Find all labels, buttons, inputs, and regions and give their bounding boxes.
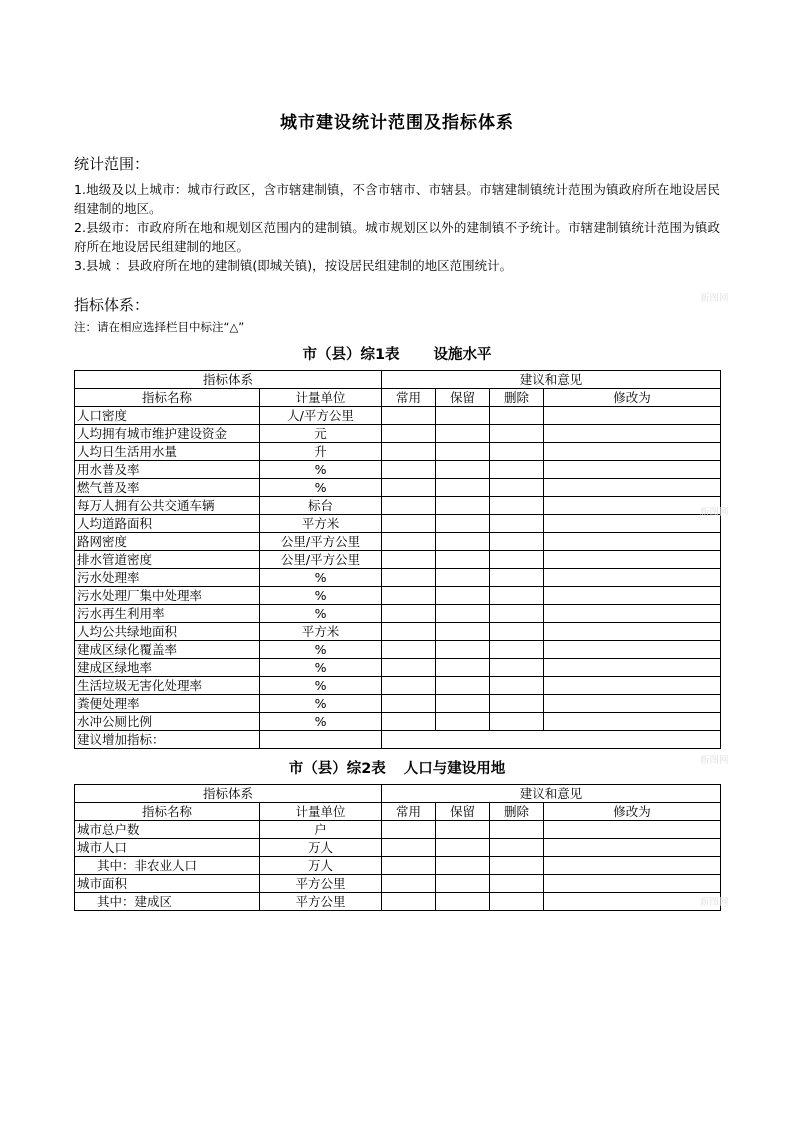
mark-modify-to[interactable] (544, 425, 721, 443)
mark-delete[interactable] (490, 677, 544, 695)
indicator-name: 生活垃圾无害化处理率 (75, 677, 260, 695)
mark-common[interactable] (382, 425, 436, 443)
table-1-col-keep: 保留 (436, 389, 490, 407)
table-row (75, 641, 721, 659)
table-2-header-main-row (75, 785, 721, 803)
scope-paragraph-1: 1.地级及以上城市：城市行政区，含市辖建制镇，不含市辖市、市辖县。市辖建制镇统计范围为镇政府所在地设居民组建制的地区。 (74, 182, 720, 216)
table-1-title-left: 市（县）综1表 (302, 347, 400, 363)
table-row (75, 461, 721, 479)
mark-modify-to[interactable] (544, 659, 721, 677)
mark-keep[interactable] (436, 587, 490, 605)
mark-common[interactable] (382, 713, 436, 731)
mark-common[interactable] (382, 695, 436, 713)
table-2-col-keep: 保留 (436, 803, 490, 821)
mark-common[interactable] (382, 893, 436, 911)
mark-keep[interactable] (436, 659, 490, 677)
indicator-unit: 万人 (260, 857, 382, 875)
indicator-name: 水冲公厕比例 (75, 713, 260, 731)
mark-modify-to[interactable] (544, 713, 721, 731)
table-1-title (74, 345, 720, 365)
mark-delete[interactable] (490, 497, 544, 515)
indicator-unit: % (260, 713, 382, 731)
table-row (75, 659, 721, 677)
indicator-unit: % (260, 659, 382, 677)
mark-delete[interactable] (490, 713, 544, 731)
indicator-name: 粪便处理率 (75, 695, 260, 713)
table-2-header-indicator-system: 指标体系 (75, 785, 382, 803)
table-1-col-modify-to: 修改为 (544, 389, 721, 407)
mark-keep[interactable] (436, 875, 490, 893)
watermark: 新图网 (700, 293, 729, 304)
table-1-col-delete: 删除 (490, 389, 544, 407)
table-row (75, 569, 721, 587)
mark-modify-to[interactable] (544, 587, 721, 605)
mark-common[interactable] (382, 605, 436, 623)
indicator-name: 污水处理厂集中处理率 (75, 587, 260, 605)
mark-delete[interactable] (490, 533, 544, 551)
mark-keep[interactable] (436, 533, 490, 551)
table-row (75, 893, 721, 911)
table-2-col-unit: 计量单位 (260, 803, 382, 821)
mark-keep[interactable] (436, 515, 490, 533)
table-row (75, 605, 721, 623)
indicator-name: 城市总户数 (75, 821, 260, 839)
index-heading: 指标体系： (74, 296, 150, 314)
mark-common[interactable] (382, 623, 436, 641)
mark-delete[interactable] (490, 839, 544, 857)
mark-common[interactable] (382, 569, 436, 587)
mark-delete[interactable] (490, 857, 544, 875)
mark-delete[interactable] (490, 605, 544, 623)
table-row (75, 857, 721, 875)
table-row (75, 821, 721, 839)
table-1-header-sub-row (75, 389, 721, 407)
mark-modify-to[interactable] (544, 569, 721, 587)
scope-paragraph-3: 3.县城 ：县政府所在地的建制镇(即城关镇)，按设居民组建制的地区范围统计。 (74, 258, 513, 273)
indicator-name: 城市面积 (75, 875, 260, 893)
mark-keep[interactable] (436, 893, 490, 911)
table-row (75, 443, 721, 461)
suggest-add-indicator-label: 建议增加指标： (75, 731, 260, 749)
indicator-name: 人均道路面积 (75, 515, 260, 533)
mark-delete[interactable] (490, 893, 544, 911)
mark-delete[interactable] (490, 587, 544, 605)
mark-delete[interactable] (490, 461, 544, 479)
indicator-unit: % (260, 461, 382, 479)
mark-keep[interactable] (436, 641, 490, 659)
table-2-col-delete: 删除 (490, 803, 544, 821)
indicator-unit: % (260, 641, 382, 659)
mark-delete[interactable] (490, 425, 544, 443)
watermark: 新图网 (700, 897, 729, 908)
table-2-col-common: 常用 (382, 803, 436, 821)
table-row (75, 497, 721, 515)
table-row (75, 479, 721, 497)
mark-modify-to[interactable] (544, 605, 721, 623)
mark-keep[interactable] (436, 569, 490, 587)
indicator-unit: 平方公里 (260, 875, 382, 893)
table-1-col-unit: 计量单位 (260, 389, 382, 407)
mark-modify-to[interactable] (544, 677, 721, 695)
indicator-name: 污水处理率 (75, 569, 260, 587)
mark-common[interactable] (382, 677, 436, 695)
page-title: 城市建设统计范围及指标体系 (280, 113, 514, 133)
mark-keep[interactable] (436, 407, 490, 425)
indicator-name: 人均日生活用水量 (75, 443, 260, 461)
mark-modify-to[interactable] (544, 623, 721, 641)
mark-modify-to[interactable] (544, 443, 721, 461)
mark-common[interactable] (382, 461, 436, 479)
mark-common[interactable] (382, 407, 436, 425)
mark-modify-to[interactable] (544, 893, 721, 911)
suggest-add-indicator-unit[interactable] (260, 731, 382, 749)
mark-common[interactable] (382, 533, 436, 551)
mark-keep[interactable] (436, 623, 490, 641)
indicator-unit: 元 (260, 425, 382, 443)
indicator-name: 城市人口 (75, 839, 260, 857)
table-2-header-sub-row (75, 803, 721, 821)
mark-keep[interactable] (436, 695, 490, 713)
table-row (75, 515, 721, 533)
mark-delete[interactable] (490, 641, 544, 659)
table-row (75, 407, 721, 425)
mark-delete[interactable] (490, 407, 544, 425)
mark-delete[interactable] (490, 569, 544, 587)
mark-common[interactable] (382, 515, 436, 533)
indicator-unit: 平方米 (260, 623, 382, 641)
indicator-unit: 平方公里 (260, 893, 382, 911)
mark-modify-to[interactable] (544, 461, 721, 479)
table-2-col-modify-to: 修改为 (544, 803, 721, 821)
indicator-name: 每万人拥有公共交通车辆 (75, 497, 260, 515)
mark-common[interactable] (382, 875, 436, 893)
table-2-header-suggestions: 建议和意见 (382, 785, 721, 803)
table-1-col-indicator-name: 指标名称 (75, 389, 260, 407)
indicator-unit: 户 (260, 821, 382, 839)
table-1-header-main-row (75, 371, 721, 389)
mark-keep[interactable] (436, 839, 490, 857)
mark-common[interactable] (382, 479, 436, 497)
indicator-name: 人均公共绿地面积 (75, 623, 260, 641)
mark-keep[interactable] (436, 821, 490, 839)
mark-modify-to[interactable] (544, 497, 721, 515)
scope-heading: 统计范围： (74, 155, 150, 173)
indicator-unit: 升 (260, 443, 382, 461)
mark-keep[interactable] (436, 425, 490, 443)
mark-delete[interactable] (490, 875, 544, 893)
mark-modify-to[interactable] (544, 515, 721, 533)
indicator-name: 人均拥有城市维护建设资金 (75, 425, 260, 443)
indicator-name: 路网密度 (75, 533, 260, 551)
table-1-header-indicator-system: 指标体系 (75, 371, 382, 389)
indicator-unit: % (260, 587, 382, 605)
indicator-name: 其中：非农业人口 (75, 857, 260, 875)
table-row (75, 587, 721, 605)
mark-common[interactable] (382, 497, 436, 515)
mark-keep[interactable] (436, 461, 490, 479)
suggest-add-indicator-notes[interactable] (382, 731, 721, 749)
indicator-unit: 公里/平方公里 (260, 533, 382, 551)
indicator-unit: % (260, 479, 382, 497)
indicator-unit: 人/平方公里 (260, 407, 382, 425)
mark-modify-to[interactable] (544, 641, 721, 659)
table-1-header-suggestions: 建议和意见 (382, 371, 721, 389)
mark-delete[interactable] (490, 443, 544, 461)
table-row (75, 533, 721, 551)
table-row (75, 677, 721, 695)
mark-delete[interactable] (490, 479, 544, 497)
indicator-unit: 公里/平方公里 (260, 551, 382, 569)
table-2-title (74, 759, 720, 779)
table-2-title-right: 人口与建设用地 (403, 761, 506, 777)
indicator-unit: 平方米 (260, 515, 382, 533)
indicator-unit: % (260, 695, 382, 713)
mark-keep[interactable] (436, 677, 490, 695)
document-page (0, 112, 794, 1137)
table-1-suggest-row (75, 731, 721, 749)
mark-keep[interactable] (436, 497, 490, 515)
mark-common[interactable] (382, 587, 436, 605)
watermark: 新图网 (700, 507, 729, 518)
mark-keep[interactable] (436, 551, 490, 569)
mark-delete[interactable] (490, 659, 544, 677)
mark-modify-to[interactable] (544, 551, 721, 569)
table-row (75, 875, 721, 893)
mark-modify-to[interactable] (544, 857, 721, 875)
mark-common[interactable] (382, 857, 436, 875)
mark-modify-to[interactable] (544, 533, 721, 551)
indicator-name: 建成区绿地率 (75, 659, 260, 677)
mark-common[interactable] (382, 443, 436, 461)
mark-common[interactable] (382, 659, 436, 677)
mark-common[interactable] (382, 641, 436, 659)
indicator-table-2 (74, 784, 721, 911)
indicator-name: 燃气普及率 (75, 479, 260, 497)
mark-modify-to[interactable] (544, 875, 721, 893)
mark-modify-to[interactable] (544, 407, 721, 425)
table-row (75, 839, 721, 857)
table-2-col-indicator-name: 指标名称 (75, 803, 260, 821)
mark-modify-to[interactable] (544, 839, 721, 857)
table-row (75, 695, 721, 713)
watermark: 新图网 (700, 755, 729, 766)
indicator-unit: % (260, 569, 382, 587)
indicator-name: 建成区绿化覆盖率 (75, 641, 260, 659)
indicator-name: 污水再生利用率 (75, 605, 260, 623)
indicator-unit: 万人 (260, 839, 382, 857)
mark-common[interactable] (382, 551, 436, 569)
mark-delete[interactable] (490, 821, 544, 839)
indicator-table-1 (74, 370, 721, 749)
mark-delete[interactable] (490, 551, 544, 569)
mark-delete[interactable] (490, 623, 544, 641)
mark-keep[interactable] (436, 479, 490, 497)
mark-modify-to[interactable] (544, 821, 721, 839)
mark-modify-to[interactable] (544, 695, 721, 713)
mark-delete[interactable] (490, 515, 544, 533)
mark-keep[interactable] (436, 713, 490, 731)
table-row (75, 425, 721, 443)
annotation-note: 注：请在相应选择栏目中标注“△” (74, 320, 245, 334)
indicator-unit: % (260, 605, 382, 623)
indicator-name: 排水管道密度 (75, 551, 260, 569)
mark-keep[interactable] (436, 857, 490, 875)
indicator-unit: 标台 (260, 497, 382, 515)
scope-paragraph-2: 2.县级市：市政府所在地和规划区范围内的建制镇。城市规划区以外的建制镇不予统计。市辖建制镇统计范围为镇政府所在地设居民组建制的地区。 (74, 220, 720, 254)
indicator-name: 人口密度 (75, 407, 260, 425)
mark-delete[interactable] (490, 695, 544, 713)
table-1-col-common: 常用 (382, 389, 436, 407)
mark-common[interactable] (382, 839, 436, 857)
mark-common[interactable] (382, 821, 436, 839)
table-row (75, 551, 721, 569)
mark-keep[interactable] (436, 443, 490, 461)
indicator-name: 其中：建成区 (75, 893, 260, 911)
table-row (75, 713, 721, 731)
mark-modify-to[interactable] (544, 479, 721, 497)
mark-keep[interactable] (436, 605, 490, 623)
indicator-unit: % (260, 677, 382, 695)
indicator-name: 用水普及率 (75, 461, 260, 479)
table-2-title-left: 市（县）综2表 (288, 761, 386, 777)
table-row (75, 623, 721, 641)
scope-paragraphs (74, 180, 720, 275)
table-1-title-right: 设施水平 (433, 347, 492, 363)
